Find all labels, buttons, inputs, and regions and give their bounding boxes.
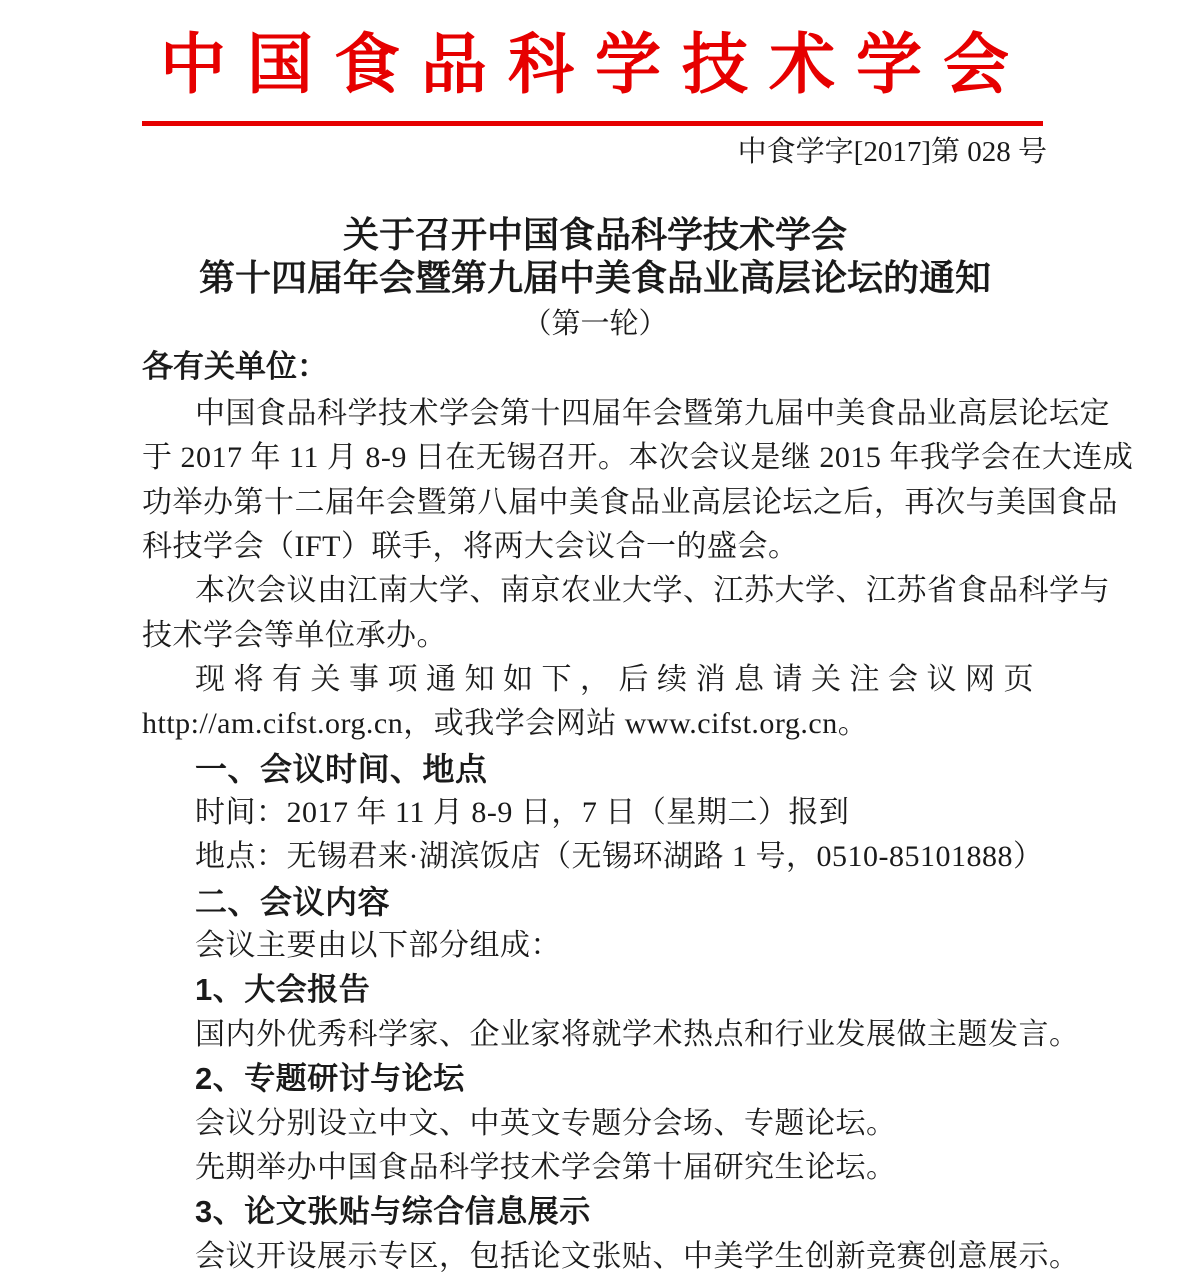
section-2-heading: 二、会议内容 [195,883,391,920]
paragraph-3-line-2-urls: http://am.cifst.org.cn，或我学会网站 www.cifst.org.cn。 [142,707,869,741]
letterhead-org-name: 中国食品科学技术学会 [160,29,1030,102]
item-2-body-line-2: 先期举办中国食品科学技术学会第十届研究生论坛。 [195,1150,897,1184]
meeting-venue-line: 地点：无锡君来·湖滨饭店（无锡环湖路 1 号，0510-85101888） [195,840,1044,874]
notice-title-line-2: 第十四届年会暨第九届中美食品业高层论坛的通知 [198,257,991,298]
document-number: 中食学字[2017]第 028 号 [737,136,1047,168]
content-intro-line: 会议主要由以下部分组成： [195,929,561,963]
item-3-heading: 3、论文张贴与综合信息展示 [195,1194,591,1230]
notice-body [142,392,1134,1279]
notice-title-line-1: 关于召开中国食品科学技术学会 [342,214,847,255]
item-2-body-line-1: 会议分别设立中文、中英文专题分会场、专题论坛。 [195,1106,897,1140]
item-2-heading: 2、专题研讨与论坛 [195,1061,465,1097]
item-3-body-line: 会议开设展示专区，包括论文张贴、中美学生创新竞赛创意展示。 [195,1239,1080,1273]
paragraph-1-line-1: 中国食品科学技术学会第十四届年会暨第九届中美食品业高层论坛定 [195,397,1110,430]
paragraph-1-line-4: 科技学会（IFT）联手，将两大会议合一的盛会。 [142,530,799,564]
item-1-heading: 1、大会报告 [195,972,371,1008]
paragraph-2-line-2: 技术学会等单位承办。 [142,618,447,652]
notice-round-note: （第一轮） [522,308,668,340]
letterhead-red-divider-line [142,121,1043,126]
paragraph-1-line-2: 于 2017 年 11 月 8-9 日在无锡召开。本次会议是继 2015 年我学会在大连成 [142,441,1134,475]
paragraph-2-line-1: 本次会议由江南大学、南京农业大学、江苏大学、江苏省食品科学与 [195,574,1110,608]
item-1-body-line: 国内外优秀科学家、企业家将就学术热点和行业发展做主题发言。 [195,1017,1080,1051]
salutation-line: 各有关单位： [142,349,328,384]
meeting-time-line: 时间：2017 年 11 月 8-9 日，7 日（星期二）报到 [195,796,850,830]
section-1-heading: 一、会议时间、地点 [195,750,488,787]
paragraph-1-line-3: 功举办第十二届年会暨第八届中美食品业高层论坛之后，再次与美国食品 [142,485,1118,519]
paragraph-3-line-1: 现将有关事项通知如下，后续消息请关注会议网页 [195,663,1042,697]
